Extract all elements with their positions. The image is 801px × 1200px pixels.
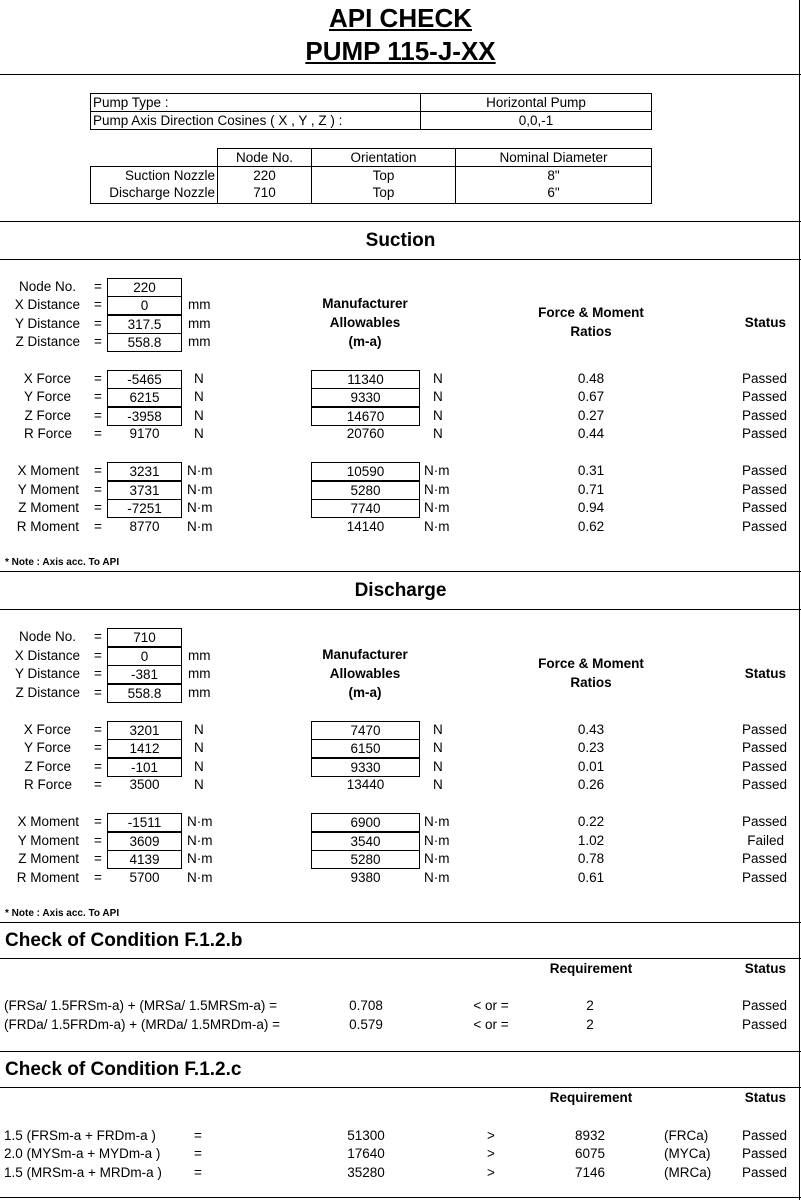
eq: =	[94, 870, 102, 885]
discharge-ratio-mz: 0.78	[577, 851, 605, 866]
discharge-allow-mr: 9380	[350, 870, 381, 885]
computed-value: 0.708	[349, 998, 383, 1013]
status-badge: Passed	[741, 998, 787, 1013]
status-badge: Passed	[741, 500, 787, 515]
discharge-y-distance: -381	[107, 665, 182, 684]
requirement-tag: (FRCa)	[664, 1128, 709, 1143]
requirement-value: 2	[586, 998, 594, 1013]
page-title: API CHECK	[328, 3, 472, 33]
header-ratio: Force & Moment	[538, 656, 644, 671]
suction-ratio-fy: 0.67	[577, 389, 605, 404]
status-header: Status	[744, 961, 786, 976]
suction-z-force: -3958	[107, 407, 182, 426]
status-badge: Passed	[741, 759, 787, 774]
discharge-ratio-fy: 0.23	[577, 740, 605, 755]
unit: N	[433, 426, 443, 441]
unit: N·m	[187, 833, 213, 848]
eq: =	[94, 426, 102, 441]
unit: N·m	[424, 814, 450, 829]
suction-y-moment: 3731	[107, 481, 182, 500]
label-x-moment: X Moment	[17, 814, 79, 829]
discharge-ratio-fz: 0.01	[577, 759, 605, 774]
eq: =	[94, 648, 102, 663]
discharge-ratio-fr: 0.26	[577, 777, 605, 792]
label-y-force: Y Force	[23, 740, 71, 755]
unit: N	[194, 722, 204, 737]
discharge-r-force: 3500	[129, 777, 160, 792]
discharge-r-moment: 5700	[129, 870, 160, 885]
suction-allow-fx: 11340	[311, 370, 420, 389]
label-r-force: R Force	[23, 777, 72, 792]
divider	[0, 1197, 801, 1198]
eq: =	[94, 740, 102, 755]
label-z-moment: Z Moment	[18, 851, 79, 866]
unit: N·m	[424, 833, 450, 848]
eq: =	[94, 759, 102, 774]
expression: (FRSa/ 1.5FRSm-a) + (MRSa/ 1.5MRSm-a) =	[4, 998, 278, 1013]
header-status: Status	[744, 315, 786, 330]
unit: mm	[188, 648, 211, 663]
status-header: Status	[744, 1090, 786, 1105]
suction-allow-my: 5280	[311, 481, 420, 500]
operator: >	[487, 1128, 495, 1143]
unit: N·m	[187, 870, 213, 885]
label-y-distance: Y Distance	[14, 666, 80, 681]
status-badge: Passed	[741, 777, 787, 792]
suction-y-distance: 317.5	[107, 315, 182, 334]
unit: N·m	[187, 482, 213, 497]
suction-y-force: 6215	[107, 388, 182, 407]
status-badge: Passed	[741, 722, 787, 737]
discharge-y-moment: 3609	[107, 832, 182, 851]
unit: N	[194, 740, 204, 755]
status-badge: Passed	[741, 851, 787, 866]
status-badge: Passed	[741, 870, 787, 885]
suction-r-force: 9170	[129, 426, 160, 441]
discharge-z-moment: 4139	[107, 850, 182, 869]
header-allowables: Allowables	[329, 666, 401, 681]
unit: N	[194, 371, 204, 386]
nozzle-name: Discharge Nozzle	[90, 184, 218, 204]
status-badge: Failed	[747, 833, 784, 848]
eq: =	[94, 722, 102, 737]
label-x-distance: X Distance	[14, 648, 80, 663]
unit: N·m	[187, 851, 213, 866]
unit: N·m	[187, 500, 213, 515]
label-z-moment: Z Moment	[18, 500, 79, 515]
requirement-header: Requirement	[549, 1090, 633, 1105]
requirement-value: 6075	[574, 1146, 606, 1161]
discharge-x-distance: 0	[107, 647, 182, 666]
header-ma: (m-a)	[348, 334, 382, 349]
status-badge: Passed	[741, 1017, 787, 1032]
suction-ratio-mz: 0.94	[577, 500, 605, 515]
unit: mm	[188, 685, 211, 700]
suction-allow-mz: 7740	[311, 499, 420, 518]
axis-note: * Note : Axis acc. To API	[5, 908, 120, 919]
status-badge: Passed	[741, 426, 787, 441]
check-c-title: Check of Condition F.1.2.c	[5, 1059, 242, 1080]
expression: 2.0 (MYSm-a + MYDm-a )	[4, 1146, 161, 1161]
computed-value: 0.579	[349, 1017, 383, 1032]
label-z-force: Z Force	[24, 408, 71, 423]
eq: =	[94, 371, 102, 386]
discharge-y-force: 1412	[107, 739, 182, 758]
nozzle-orientation: Top	[311, 166, 456, 185]
discharge-ratio-mr: 0.61	[577, 870, 605, 885]
suction-ratio-fx: 0.48	[577, 371, 605, 386]
label-r-moment: R Moment	[16, 519, 79, 534]
discharge-ratio-fx: 0.43	[577, 722, 605, 737]
page-subtitle: PUMP 115-J-XX	[305, 36, 496, 66]
suction-ratio-mr: 0.62	[577, 519, 605, 534]
unit: N·m	[187, 814, 213, 829]
nozzle-header-diameter: Nominal Diameter	[455, 148, 652, 167]
divider	[0, 221, 801, 222]
suction-z-distance: 558.8	[107, 333, 182, 352]
check-b-title: Check of Condition F.1.2.b	[5, 930, 243, 951]
requirement-tag: (MRCa)	[664, 1165, 712, 1180]
suction-z-moment: -7251	[107, 499, 182, 518]
unit: N	[194, 389, 204, 404]
discharge-allow-mz: 5280	[311, 850, 420, 869]
computed-value: 17640	[347, 1146, 385, 1161]
label-x-distance: X Distance	[14, 297, 80, 312]
status-badge: Passed	[741, 482, 787, 497]
discharge-allow-mx: 6900	[311, 813, 420, 832]
unit: N	[433, 371, 443, 386]
label-y-distance: Y Distance	[14, 316, 80, 331]
discharge-allow-fz: 9330	[311, 758, 420, 777]
label-r-force: R Force	[23, 426, 72, 441]
unit: N·m	[424, 463, 450, 478]
eq: =	[94, 685, 102, 700]
suction-x-moment: 3231	[107, 462, 182, 481]
discharge-allow-my: 3540	[311, 832, 420, 851]
label-y-moment: Y Moment	[17, 833, 79, 848]
eq: =	[94, 629, 102, 644]
expression: 1.5 (FRSm-a + FRDm-a )	[4, 1128, 156, 1143]
pump-type-label: Pump Type :	[90, 93, 421, 112]
discharge-x-moment: -1511	[107, 813, 182, 832]
unit: N·m	[187, 519, 213, 534]
header-manufacturer: Manufacturer	[322, 296, 408, 311]
divider	[0, 259, 801, 260]
discharge-node-value: 710	[107, 628, 182, 647]
eq: =	[94, 500, 102, 515]
eq: =	[194, 1165, 202, 1180]
eq: =	[194, 1146, 202, 1161]
suction-x-distance: 0	[107, 296, 182, 315]
status-badge: Passed	[741, 814, 787, 829]
status-badge: Passed	[741, 519, 787, 534]
header-allowables: Allowables	[329, 315, 401, 330]
nozzle-node: 220	[217, 166, 312, 185]
label-y-force: Y Force	[23, 389, 71, 404]
eq: =	[94, 463, 102, 478]
header-manufacturer: Manufacturer	[322, 647, 408, 662]
unit: N	[433, 722, 443, 737]
header-ratio2: Ratios	[570, 675, 612, 690]
header-ma: (m-a)	[348, 685, 382, 700]
suction-allow-fr: 20760	[346, 426, 385, 441]
label-x-force: X Force	[23, 722, 71, 737]
status-badge: Passed	[741, 389, 787, 404]
unit: mm	[188, 297, 211, 312]
axis-note: * Note : Axis acc. To API	[5, 557, 120, 568]
operator: >	[487, 1146, 495, 1161]
eq: =	[94, 666, 102, 681]
discharge-allow-fy: 6150	[311, 739, 420, 758]
label-x-force: X Force	[23, 371, 71, 386]
eq: =	[94, 389, 102, 404]
suction-ratio-fz: 0.27	[577, 408, 605, 423]
unit: mm	[188, 666, 211, 681]
label-z-force: Z Force	[24, 759, 71, 774]
suction-ratio-fr: 0.44	[577, 426, 605, 441]
suction-allow-mx: 10590	[311, 462, 420, 481]
requirement-header: Requirement	[549, 961, 633, 976]
discharge-z-force: -101	[107, 758, 182, 777]
eq: =	[94, 777, 102, 792]
nozzle-diameter: 8"	[455, 166, 652, 185]
status-badge: Passed	[741, 740, 787, 755]
unit: mm	[188, 334, 211, 349]
header-ratio2: Ratios	[570, 324, 612, 339]
operator: < or =	[473, 998, 509, 1013]
label-r-moment: R Moment	[16, 870, 79, 885]
expression: 1.5 (MRSm-a + MRDm-a )	[4, 1165, 162, 1180]
status-badge: Passed	[741, 1128, 787, 1143]
unit: N	[433, 408, 443, 423]
unit: N	[194, 426, 204, 441]
discharge-title: Discharge	[354, 580, 447, 601]
requirement-value: 2	[586, 1017, 594, 1032]
nozzle-node: 710	[217, 184, 312, 204]
nozzle-diameter: 6"	[455, 184, 652, 204]
unit: N	[433, 389, 443, 404]
status-badge: Passed	[741, 408, 787, 423]
status-badge: Passed	[741, 1146, 787, 1161]
eq: =	[94, 297, 102, 312]
divider	[0, 571, 801, 572]
suction-allow-mr: 14140	[346, 519, 385, 534]
unit: N·m	[424, 519, 450, 534]
requirement-tag: (MYCa)	[664, 1146, 711, 1161]
operator: >	[487, 1165, 495, 1180]
computed-value: 35280	[347, 1165, 385, 1180]
nozzle-name: Suction Nozzle	[90, 166, 218, 185]
header-status: Status	[744, 666, 786, 681]
eq: =	[94, 814, 102, 829]
discharge-allow-fx: 7470	[311, 721, 420, 740]
discharge-ratio-my: 1.02	[577, 833, 605, 848]
expression: (FRDa/ 1.5FRDm-a) + (MRDa/ 1.5MRDm-a) =	[4, 1017, 281, 1032]
suction-ratio-mx: 0.31	[577, 463, 605, 478]
suction-r-moment: 8770	[129, 519, 160, 534]
unit: N·m	[424, 851, 450, 866]
suction-x-force: -5465	[107, 370, 182, 389]
eq: =	[194, 1128, 202, 1143]
label-node: Node No.	[18, 629, 76, 644]
divider	[0, 1087, 801, 1088]
suction-allow-fy: 9330	[311, 388, 420, 407]
unit: N·m	[424, 500, 450, 515]
suction-title: Suction	[365, 230, 436, 251]
status-badge: Passed	[741, 1165, 787, 1180]
divider	[0, 609, 801, 610]
eq: =	[94, 851, 102, 866]
nozzle-orientation: Top	[311, 184, 456, 204]
unit: N·m	[424, 870, 450, 885]
unit: N·m	[187, 463, 213, 478]
label-z-distance: Z Distance	[15, 334, 80, 349]
computed-value: 51300	[347, 1128, 385, 1143]
axis-value: 0,0,-1	[420, 111, 652, 130]
unit: N	[194, 777, 204, 792]
operator: < or =	[473, 1017, 509, 1032]
eq: =	[94, 316, 102, 331]
unit: N	[194, 759, 204, 774]
eq: =	[94, 408, 102, 423]
nozzle-header-node: Node No.	[217, 148, 312, 167]
discharge-z-distance: 558.8	[107, 684, 182, 703]
divider	[0, 922, 801, 923]
unit: mm	[188, 316, 211, 331]
suction-allow-fz: 14670	[311, 407, 420, 426]
pump-type-value: Horizontal Pump	[420, 93, 652, 112]
label-z-distance: Z Distance	[15, 685, 80, 700]
header-ratio: Force & Moment	[538, 305, 644, 320]
divider	[0, 74, 801, 75]
status-badge: Passed	[741, 463, 787, 478]
eq: =	[94, 279, 102, 294]
requirement-value: 7146	[574, 1165, 606, 1180]
discharge-x-force: 3201	[107, 721, 182, 740]
requirement-value: 8932	[574, 1128, 606, 1143]
suction-ratio-my: 0.71	[577, 482, 605, 497]
axis-label: Pump Axis Direction Cosines ( X , Y , Z ) :	[90, 111, 421, 130]
label-x-moment: X Moment	[17, 463, 79, 478]
eq: =	[94, 833, 102, 848]
divider	[0, 1051, 801, 1052]
unit: N	[433, 777, 443, 792]
eq: =	[94, 519, 102, 534]
discharge-ratio-mx: 0.22	[577, 814, 605, 829]
divider	[0, 958, 801, 959]
unit: N·m	[424, 482, 450, 497]
unit: N	[433, 759, 443, 774]
label-node: Node No.	[18, 279, 76, 294]
nozzle-header-orientation: Orientation	[311, 148, 456, 167]
eq: =	[94, 334, 102, 349]
discharge-allow-fr: 13440	[346, 777, 385, 792]
eq: =	[94, 482, 102, 497]
unit: N	[194, 408, 204, 423]
label-y-moment: Y Moment	[17, 482, 79, 497]
unit: N	[433, 740, 443, 755]
status-badge: Passed	[741, 371, 787, 386]
suction-node-value: 220	[107, 278, 182, 297]
